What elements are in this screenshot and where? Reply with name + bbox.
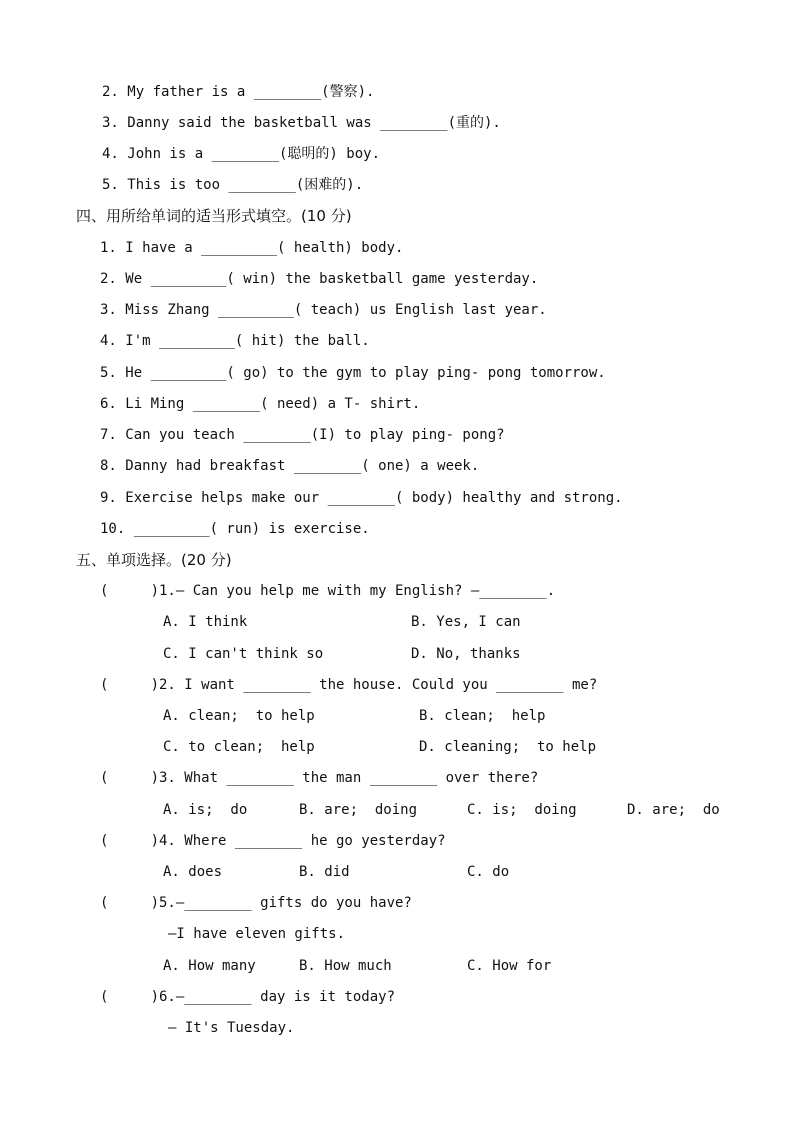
question-1-stem: ( )1.— Can you help me with my English? —________.: [100, 583, 556, 599]
question-5-option-a: A. How many: [163, 958, 256, 974]
question-6-dialogue-answer: — It's Tuesday.: [168, 1020, 295, 1036]
question-3-option-c: C. is; doing: [467, 802, 577, 818]
question-6-stem: ( )6.—________ day is it today?: [100, 989, 396, 1005]
question-5-option-b: B. How much: [299, 958, 392, 974]
question-3-option-b: B. are; doing: [299, 802, 418, 818]
question-2-option-a: A. clean; to help: [163, 708, 315, 724]
question-1-option-d: D. No, thanks: [411, 646, 521, 662]
question-1-option-a: A. I think: [163, 614, 248, 630]
part3-item-4: 4. John is a ________(聪明的) boy.: [102, 146, 381, 162]
section4-item-8: 8. Danny had breakfast ________( one) a week.: [100, 458, 480, 474]
question-4-option-a: A. does: [163, 864, 223, 880]
part3-item-5: 5. This is too ________(困难的).: [102, 177, 364, 193]
question-5-stem: ( )5.—________ gifts do you have?: [100, 895, 412, 911]
question-4-option-b: B. did: [299, 864, 350, 880]
section4-item-5: 5. He _________( go) to the gym to play ping- pong tomorrow.: [100, 365, 606, 381]
section5-heading: 五、单项选择。(20 分): [76, 551, 232, 569]
question-2-stem: ( )2. I want ________ the house. Could you ________ me?: [100, 677, 598, 693]
question-3-option-d: D. are; do: [627, 802, 720, 818]
question-2-option-b: B. clean; help: [419, 708, 546, 724]
part3-item-2: 2. My father is a ________(警察).: [102, 84, 375, 100]
question-5-dialogue-answer: —I have eleven gifts.: [168, 926, 346, 942]
section4-item-3: 3. Miss Zhang _________( teach) us English last year.: [100, 302, 547, 318]
section4-item-7: 7. Can you teach ________(I) to play ping- pong?: [100, 427, 505, 443]
section4-item-10: 10. _________( run) is exercise.: [100, 521, 370, 537]
section4-item-6: 6. Li Ming ________( need) a T- shirt.: [100, 396, 421, 412]
question-4-option-c: C. do: [467, 864, 510, 880]
question-1-option-c: C. I can't think so: [163, 646, 324, 662]
question-2-option-d: D. cleaning; to help: [419, 739, 597, 755]
section4-heading: 四、用所给单词的适当形式填空。(10 分): [76, 207, 352, 225]
part3-item-3: 3. Danny said the basketball was ________(重的).: [102, 115, 501, 131]
question-4-stem: ( )4. Where ________ he go yesterday?: [100, 833, 446, 849]
question-1-option-b: B. Yes, I can: [411, 614, 521, 630]
section4-item-1: 1. I have a _________( health) body.: [100, 240, 404, 256]
question-3-option-a: A. is; do: [163, 802, 248, 818]
section4-item-9: 9. Exercise helps make our ________( body) healthy and strong.: [100, 490, 623, 506]
question-5-option-c: C. How for: [467, 958, 552, 974]
question-3-stem: ( )3. What ________ the man ________ over there?: [100, 770, 539, 786]
question-2-option-c: C. to clean; help: [163, 739, 315, 755]
section4-item-2: 2. We _________( win) the basketball game yesterday.: [100, 271, 539, 287]
section4-item-4: 4. I'm _________( hit) the ball.: [100, 333, 370, 349]
